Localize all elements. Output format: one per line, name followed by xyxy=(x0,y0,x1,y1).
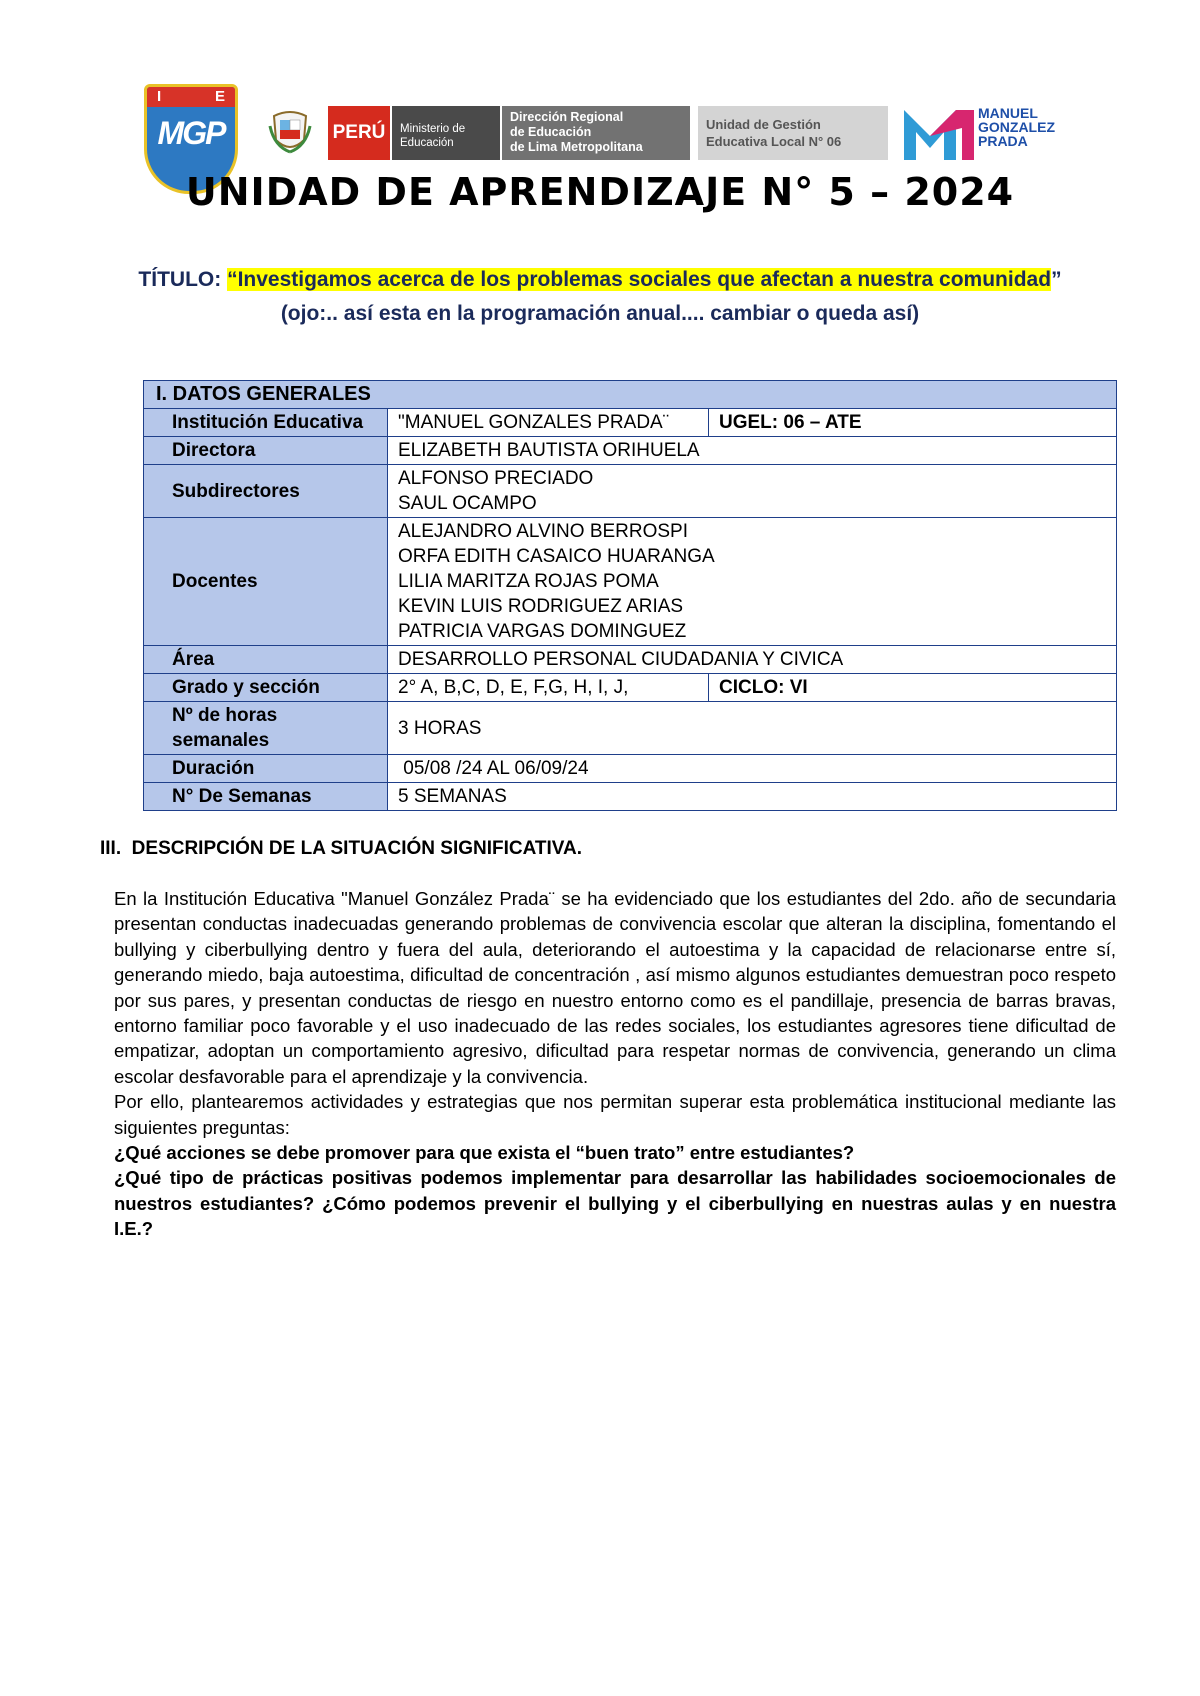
row-label: Área xyxy=(144,646,388,674)
mgp-line: GONZALEZ xyxy=(978,119,1055,135)
table-row xyxy=(144,465,1117,518)
crest-monogram: MGP xyxy=(157,115,225,151)
crest-letter-right: E xyxy=(214,88,225,105)
unit-title-highlight xyxy=(227,268,1051,291)
table-row xyxy=(144,755,1117,783)
row-value: 2° A, B,C, D, E, F,G, H, I, J, xyxy=(388,674,709,702)
table-row xyxy=(144,783,1117,811)
drelm-logo xyxy=(502,106,690,160)
unit-title xyxy=(0,268,1200,292)
row-label: Directora xyxy=(144,437,388,465)
open-quote: “ xyxy=(227,268,238,291)
paragraph: En la Institución Educativa "Manuel González Prada¨ se ha evidenciado que los estudiantes del 2do. año de secundaria presentan conductas inadecuadas generando problemas de convivencia escolar que alteran la disciplina, fomentando el bullying y ciberbullying dentro y fuera del aula, deteriorando el autoestima y la capacidad de relacionarse entre sí, generando miedo, baja autoestima, dificultad de concentración , así mismo algunos estudiantes demuestran poco respeto por sus pares, y presentan conductas de riesgo en nuestro entorno como es el pandillaje, presencia de barras bravas, entorno familiar poco favorable y el uso inadecuado de las redes sociales, los estudiantes agresores tiene dificultad de empatizar, adoptan un comportamiento agresivo, dificultad para respetar normas de convivencia, generando un clima escolar desfavorable para el aprendizaje y la convivencia. xyxy=(114,888,1116,1087)
table-row xyxy=(144,702,1117,755)
list-item: SAUL OCAMPO xyxy=(398,493,537,514)
row-value: 05/08 /24 AL 06/09/24 xyxy=(388,755,1117,783)
row-label: Institución Educativa xyxy=(144,409,388,437)
table-row xyxy=(144,409,1117,437)
table-row xyxy=(144,381,1117,409)
question: ¿Qué acciones se debe promover para que exista el “buen trato” entre estudiantes? xyxy=(114,1142,855,1164)
row-label: Nº de horas semanales xyxy=(144,702,388,755)
editor-note: (ojo:.. así esta en la programación anual.... cambiar o queda así) xyxy=(280,302,920,325)
table-row xyxy=(144,518,1117,646)
list-item: PATRICIA VARGAS DOMINGUEZ xyxy=(398,621,687,642)
list-item: ALEJANDRO ALVINO BERROSPI xyxy=(398,521,689,542)
datos-generales-table xyxy=(143,380,1117,811)
row-value: "MANUEL GONZALES PRADA¨ xyxy=(388,409,709,437)
drelm-line: de Lima Metropolitana xyxy=(510,140,643,154)
row-value: 5 SEMANAS xyxy=(388,783,1117,811)
ugel-logo xyxy=(698,106,888,160)
close-quote: ” xyxy=(1051,268,1062,291)
unit-title-label: TÍTULO: xyxy=(138,268,228,291)
row-label: Duración xyxy=(144,755,388,783)
mgp-logo-text xyxy=(978,106,1055,148)
crest-letter-left: I xyxy=(157,88,162,105)
peru-badge: PERÚ xyxy=(328,106,390,160)
row-label: Grado y sección xyxy=(144,674,388,702)
row-label: N° De Semanas xyxy=(144,783,388,811)
row-value-list xyxy=(388,518,1117,646)
row-label: Docentes xyxy=(144,518,388,646)
question: ¿Qué tipo de prácticas positivas podemos implementar para desarrollar las habilidades socioemocionales de nuestros estudiantes? ¿Cómo podemos prevenir el bullying y el ciberbullying en nuestras aulas y en nuestra I.E.? xyxy=(114,1167,1116,1240)
list-item: ORFA EDITH CASAICO HUARANGA xyxy=(398,546,715,567)
mgp-line: PRADA xyxy=(978,133,1028,149)
table-row xyxy=(144,646,1117,674)
drelm-line: Dirección Regional xyxy=(510,110,624,124)
ugel-line: Unidad de Gestión xyxy=(706,117,821,132)
row-value-list xyxy=(388,465,1117,518)
ugel-line: Educativa Local N° 06 xyxy=(706,134,842,149)
paragraph: Por ello, plantearemos actividades y estrategias que nos permitan superar esta problemática institucional mediante las siguientes preguntas: xyxy=(114,1091,1116,1138)
row-extra: CICLO: VI xyxy=(709,674,1117,702)
drelm-line: de Educación xyxy=(510,125,592,139)
table-row xyxy=(144,437,1117,465)
row-label: Subdirectores xyxy=(144,465,388,518)
row-value: 3 HORAS xyxy=(388,702,1117,755)
unit-title-text: Investigamos acerca de los problemas sociales que afectan a nuestra comunidad xyxy=(237,268,1052,291)
list-item: KEVIN LUIS RODRIGUEZ ARIAS xyxy=(398,596,684,617)
row-value: DESARROLLO PERSONAL CIUDADANIA Y CIVICA xyxy=(388,646,1117,674)
page-title: UNIDAD DE APRENDIZAJE N° 5 – 2024 xyxy=(185,170,1015,214)
list-item: LILIA MARITZA ROJAS POMA xyxy=(398,571,659,592)
row-value: ELIZABETH BAUTISTA ORIHUELA xyxy=(388,437,1117,465)
section-heading-situacion: III. DESCRIPCIÓN DE LA SITUACIÓN SIGNIFICATIVA. xyxy=(100,838,583,859)
section-heading: I. DATOS GENERALES xyxy=(144,381,1117,409)
list-item: ALFONSO PRECIADO xyxy=(398,468,594,489)
ministerio-logo: Ministerio de Educación xyxy=(392,106,500,160)
peru-coat-of-arms-icon xyxy=(268,106,312,156)
mgp-line: MANUEL xyxy=(978,105,1038,121)
table-row xyxy=(144,674,1117,702)
situacion-description xyxy=(114,886,1116,1242)
row-extra: UGEL: 06 – ATE xyxy=(709,409,1117,437)
